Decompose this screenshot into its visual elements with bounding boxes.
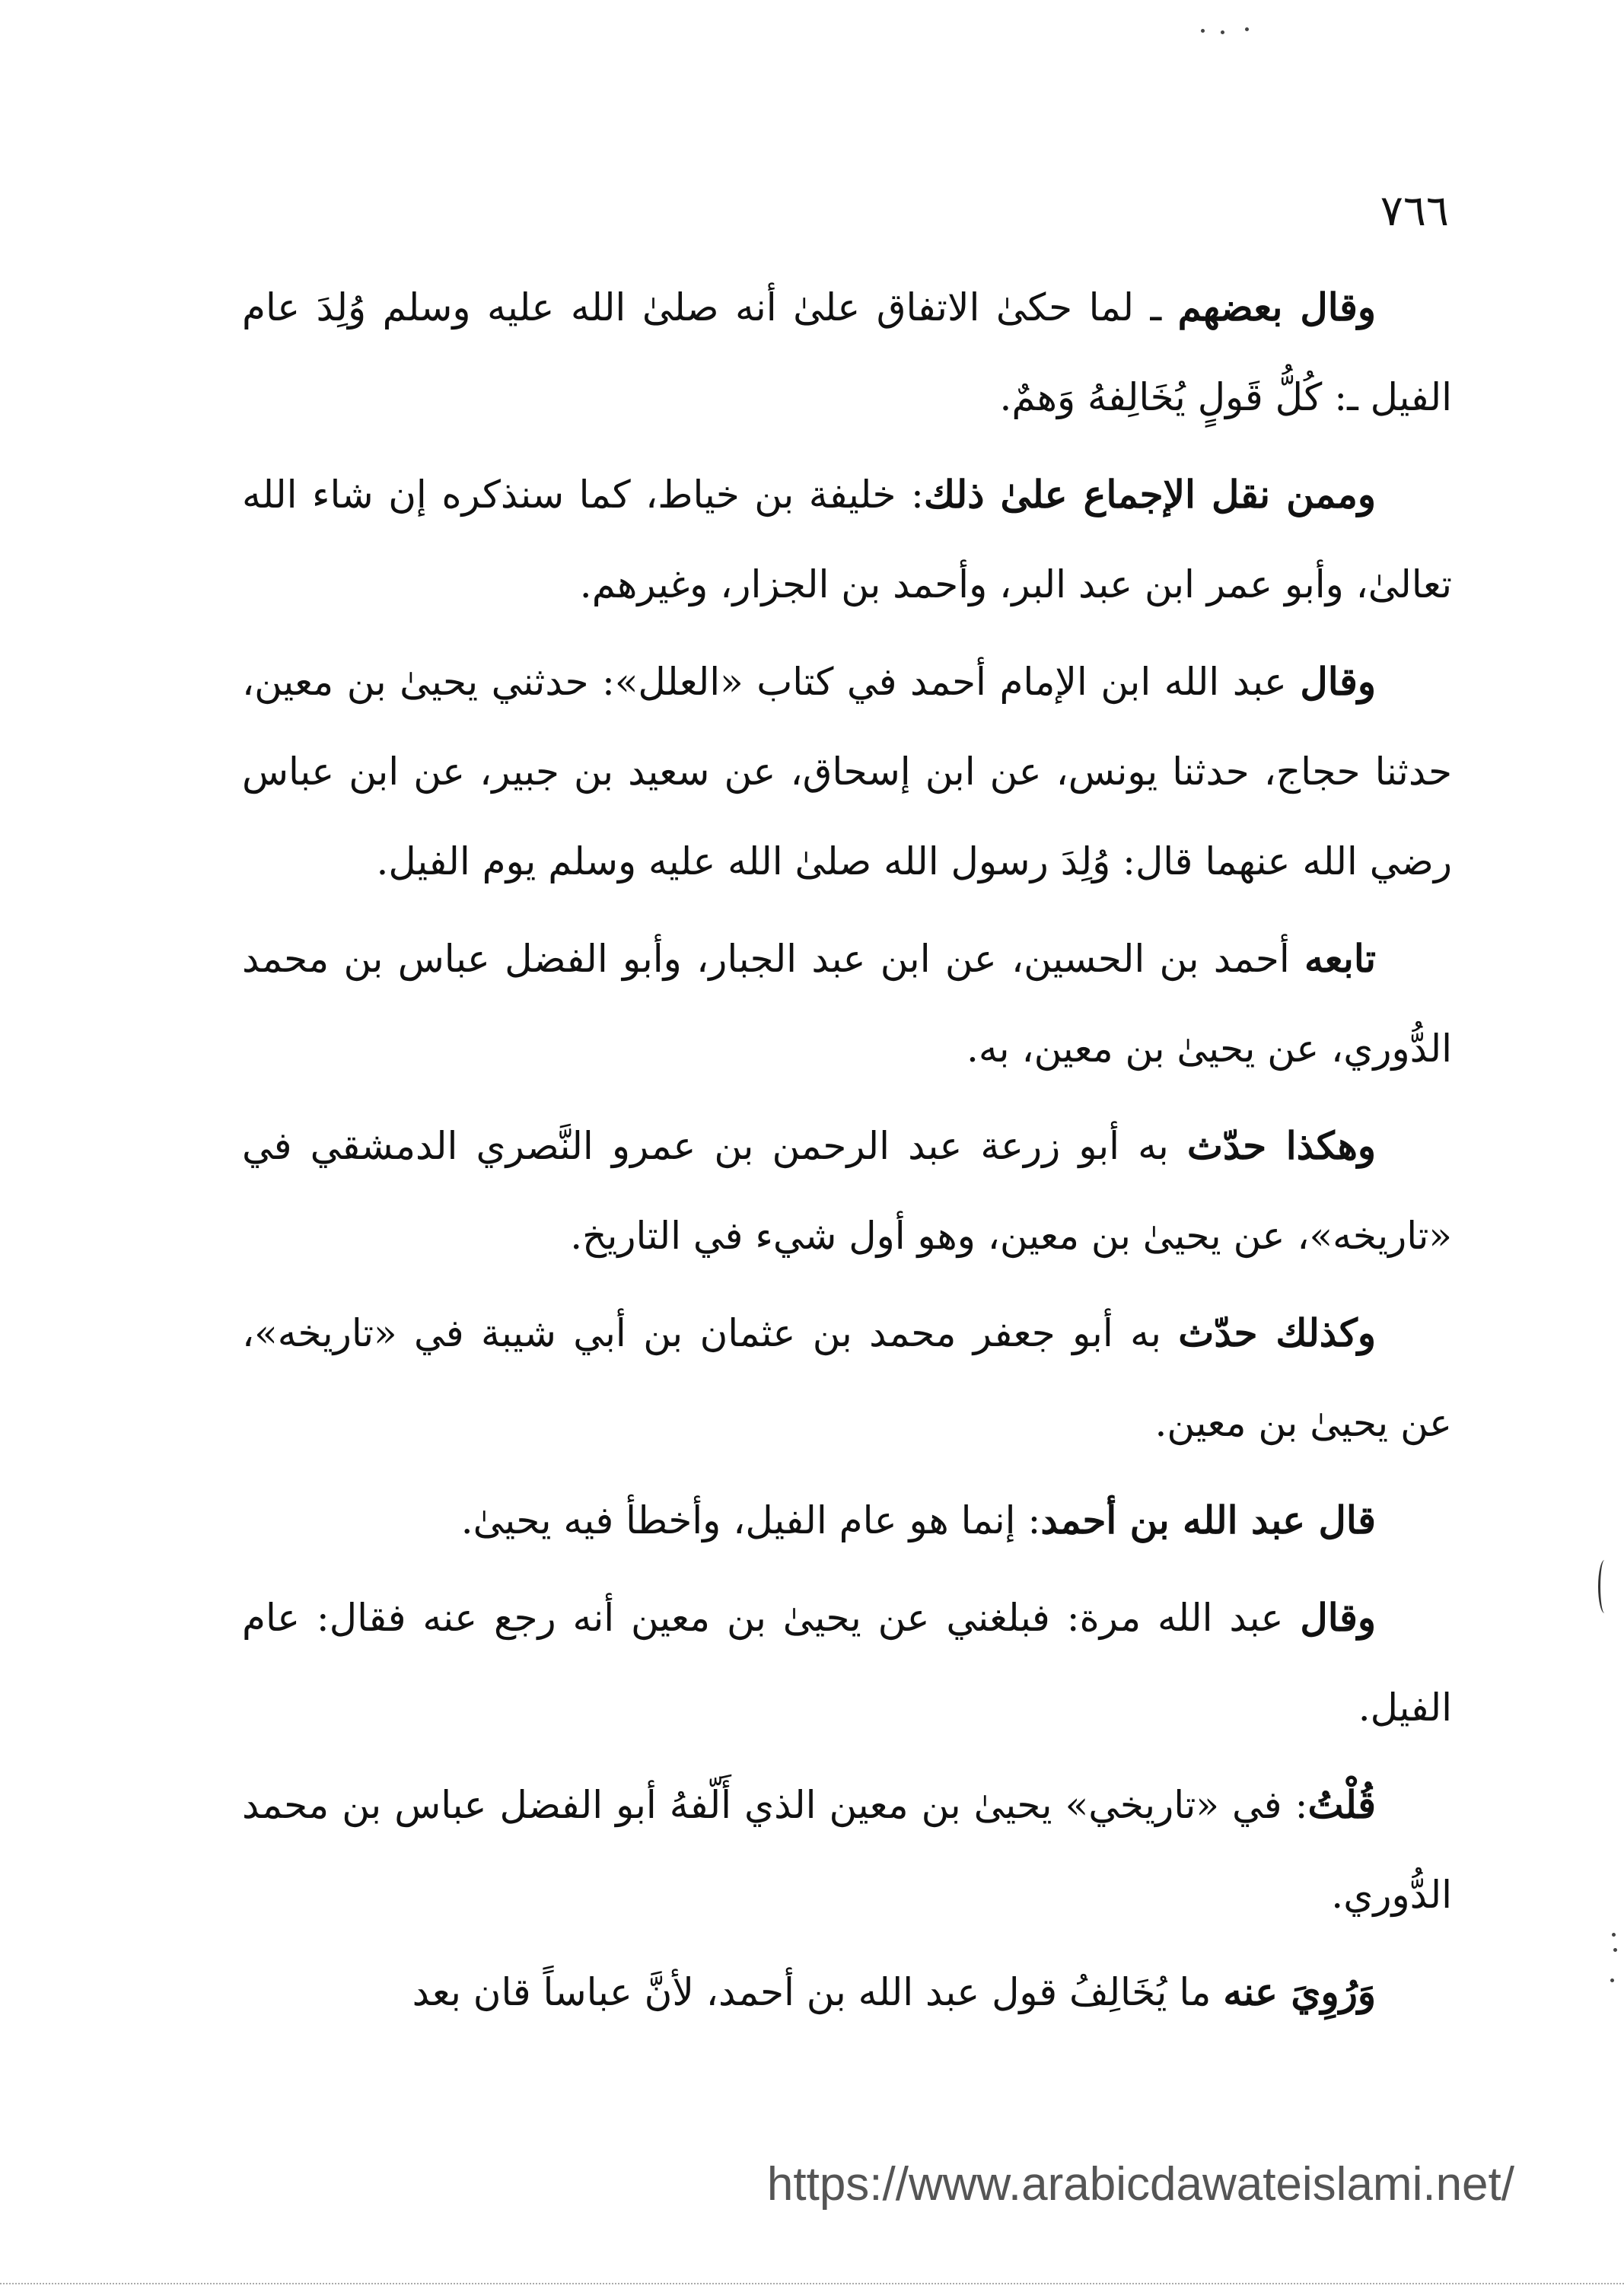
paragraph-lead: وَرُوِيَ عنه xyxy=(1223,1969,1376,2014)
paragraph-lead: وممن نقل الإجماع علىٰ ذلك xyxy=(923,472,1376,517)
scan-speck xyxy=(1610,1978,1614,1982)
paragraph-5 xyxy=(242,1101,1452,1281)
paragraph-body: : إنما هو عام الفيل، وأخطأ فيه يحيىٰ. xyxy=(460,1498,1041,1542)
paragraph-body: عبد الله مرة: فبلغني عن يحيىٰ بن معين أنه رجع عنه فقال: عام الفيل. xyxy=(242,1596,1452,1730)
paragraph-lead: وقال xyxy=(1300,659,1376,704)
scan-speck xyxy=(1245,27,1249,31)
scan-margin-mark xyxy=(1598,1560,1611,1613)
paragraph-1 xyxy=(242,263,1452,442)
paragraph-9 xyxy=(242,1760,1452,1940)
paragraph-body: به أبو جعفر محمد بن عثمان بن أبي شيبة في «تاريخه»، عن يحيىٰ بن معين. xyxy=(242,1311,1452,1445)
paragraph-lead: وقال بعضهم xyxy=(1177,285,1376,329)
paragraph-3 xyxy=(242,637,1452,906)
paragraph-2 xyxy=(242,450,1452,629)
paragraph-lead: تابعه xyxy=(1304,936,1376,981)
paragraph-body: ما يُخَالِفُ قول عبد الله بن أحمد، لأنَّ عباساً قان بعد xyxy=(412,1970,1224,2014)
scan-speck xyxy=(1221,30,1224,34)
main-text xyxy=(242,263,1452,2045)
scan-bottom-edge xyxy=(0,2283,1624,2284)
paragraph-4 xyxy=(242,914,1452,1093)
paragraph-body: ـ لما حكىٰ الاتفاق علىٰ أنه صلىٰ الله عليه وسلم وُلِدَ عام الفيل ـ: كُلُّ قَولٍ يُخَالِفهُ وَهمٌ. xyxy=(242,285,1452,419)
paragraph-10 xyxy=(242,1947,1452,2037)
paragraph-7 xyxy=(242,1475,1452,1565)
paragraph-body: : خليفة بن خياط، كما سنذكره إن شاء الله تعالىٰ، وأبو عمر ابن عبد البر، وأحمد بن الجزار، وغيرهم. xyxy=(242,473,1452,606)
paragraph-lead: وقال xyxy=(1300,1595,1376,1640)
paragraph-body: : في «تاريخي» يحيىٰ بن معين الذي أَلّفهُ أبو الفضل عباس بن محمد الدُّوري. xyxy=(242,1783,1452,1917)
paragraph-8 xyxy=(242,1573,1452,1752)
paragraph-lead: قال عبد الله بن أحمد xyxy=(1040,1498,1376,1542)
scan-speck xyxy=(1201,29,1205,33)
paragraph-lead: وكذلك حدّث xyxy=(1178,1310,1376,1355)
paragraph-body: به أبو زرعة عبد الرحمن بن عمرو النَّصري الدمشقي في «تاريخه»، عن يحيىٰ بن معين، وهو أول شيء في التاريخ. xyxy=(242,1124,1452,1258)
paragraph-6 xyxy=(242,1288,1452,1468)
page-number: ٧٦٦ xyxy=(1380,186,1449,236)
scan-speck xyxy=(1612,1933,1616,1937)
scan-speck xyxy=(1613,1948,1617,1952)
paragraph-body: عبد الله ابن الإمام أحمد في كتاب «العلل»: حدثني يحيىٰ بن معين، حدثنا حجاج، حدثنا يونس، عن ابن إسحاق، عن سعيد بن جبير، عن ابن عباس رضي الله عنهما قال: وُلِدَ رسول الله صلىٰ الله عليه وسلم يوم الفيل. xyxy=(242,660,1452,883)
paragraph-lead: وهكذا حدّث xyxy=(1186,1123,1376,1168)
paragraph-lead: قُلْتُ xyxy=(1307,1782,1376,1827)
footer-url: https://www.arabicdawateislami.net/ xyxy=(766,2158,1514,2211)
paragraph-body: أحمد بن الحسين، عن ابن عبد الجبار، وأبو الفضل عباس بن محمد الدُّوري، عن يحيىٰ بن معين، به. xyxy=(242,937,1452,1071)
